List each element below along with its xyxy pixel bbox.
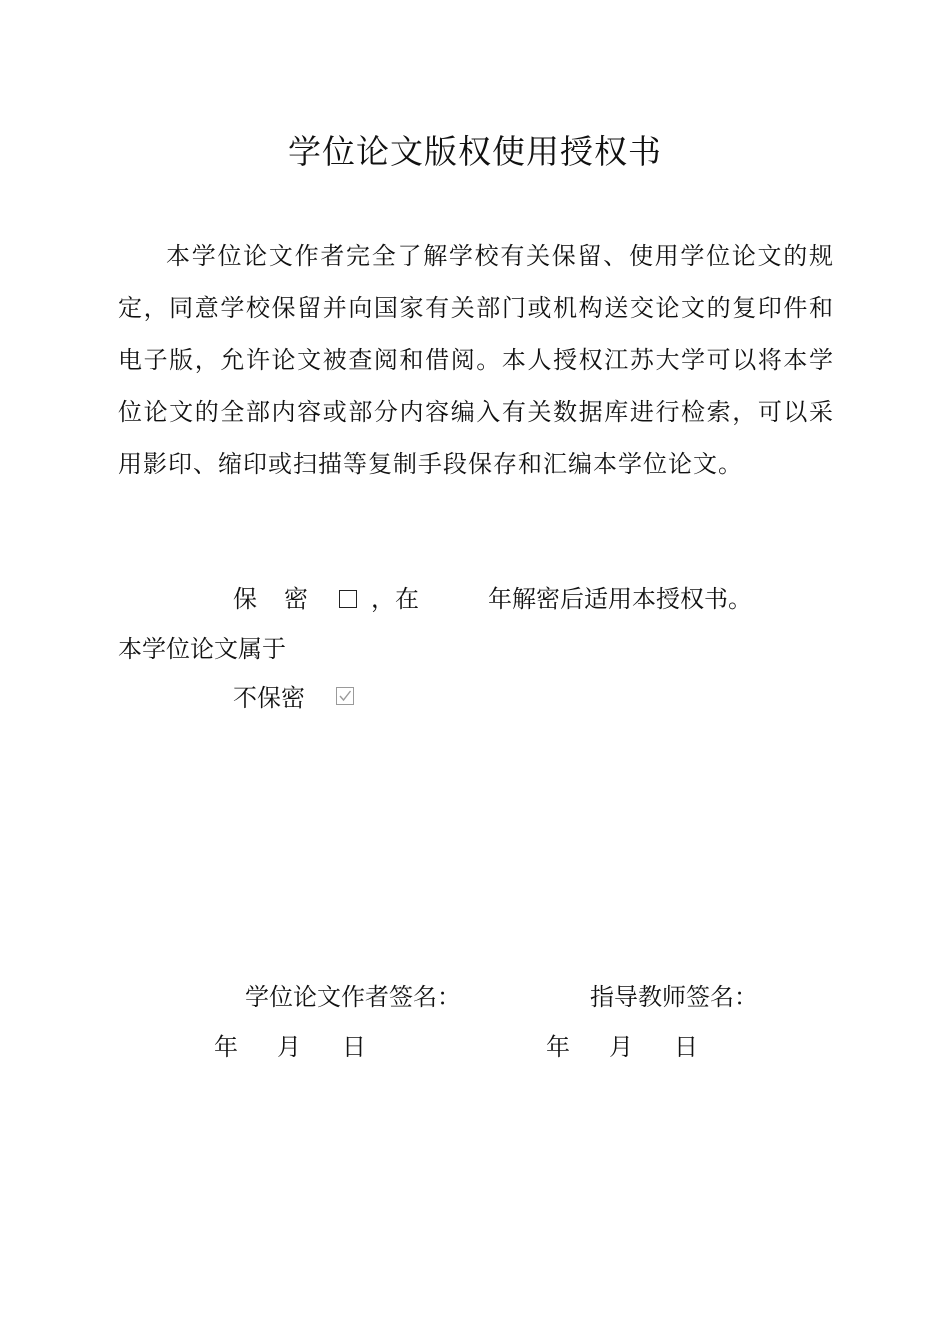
author-date-year-label: 年 [214, 1033, 238, 1061]
confidential-char-1: 保 [233, 585, 257, 613]
confidential-option-label [233, 583, 308, 615]
authorization-paragraph: 本学位论文作者完全了解学校有关保留、使用学位论文的规定，同意学校保留并向国家有关部门或机构送交论文的复印件和电子版，允许论文被查阅和借阅。本人授权江苏大学可以将本学位论文的全部内容或部分内容编入有关数据库进行检索，可以采用影印、缩印或扫描等复制手段保存和汇编本学位论文。 [118, 242, 834, 478]
not-confidential-checkbox[interactable] [336, 687, 354, 705]
advisor-date-month-label: 月 [609, 1033, 633, 1061]
not-confidential-label: 不保密 [233, 684, 305, 712]
comma-at-text: ，在 [371, 585, 419, 613]
advisor-date-day-label: 日 [674, 1033, 698, 1061]
declassify-after-years-text: 年解密后适用本授权书。 [488, 585, 752, 613]
confidential-char-2: 密 [284, 585, 308, 613]
author-date-day-label: 日 [342, 1033, 366, 1061]
advisor-date-year-label: 年 [546, 1033, 570, 1061]
advisor-signature-label: 指导教师签名： [590, 983, 758, 1011]
checkmark-icon [338, 689, 352, 703]
author-signature-label: 学位论文作者签名： [245, 983, 461, 1011]
thesis-belongs-to-label: 本学位论文属于 [118, 635, 286, 663]
document-title: 学位论文版权使用授权书 [288, 132, 662, 171]
author-date-month-label: 月 [277, 1033, 301, 1061]
confidential-checkbox[interactable] [339, 590, 357, 608]
